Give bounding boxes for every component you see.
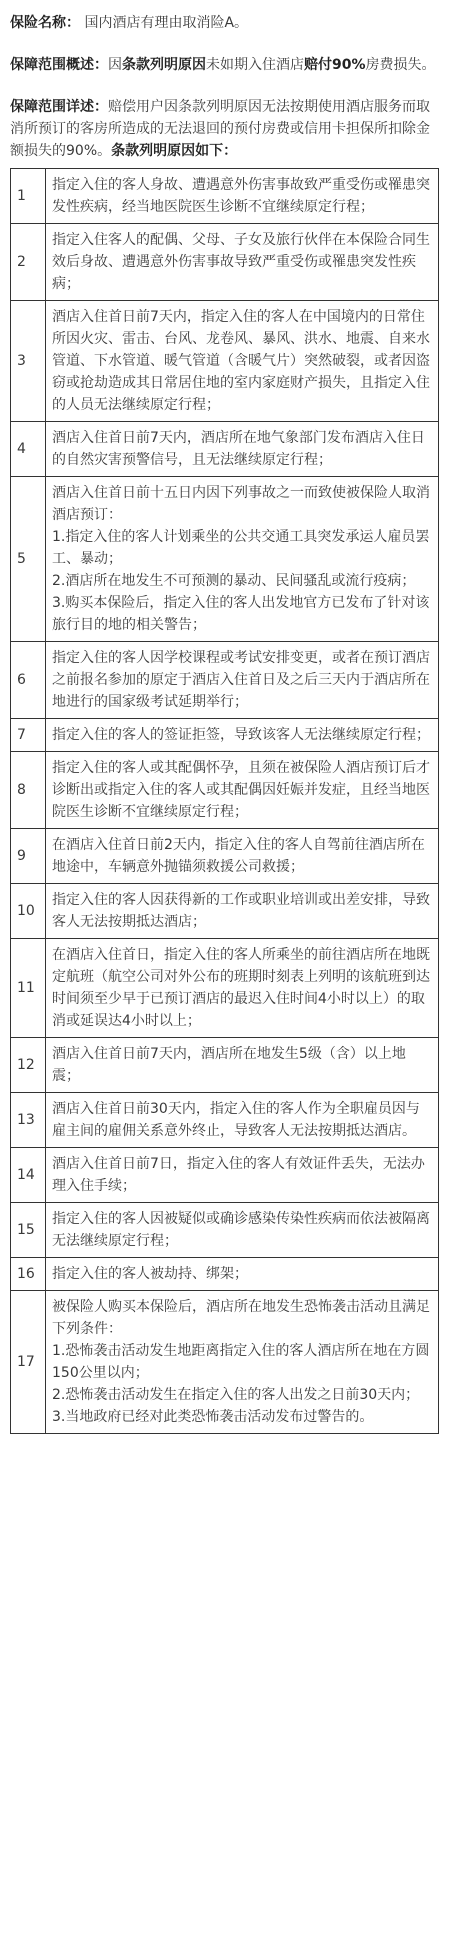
coverage-detail-tail: 条款列明原因如下： <box>111 143 238 159</box>
reasons-table-body <box>11 169 439 1434</box>
row-reason <box>46 1203 439 1258</box>
coverage-summary-label: 保障范围概述： <box>10 57 108 73</box>
reason-line: 指定入住的客人的签证拒签，导致该客人无法继续原定行程； <box>52 727 430 743</box>
reason-line: 指定入住的客人或其配偶怀孕，且须在被保险人酒店预订后才诊断出或指定入住的客人或其配偶因妊娠并发症，且经当地医院医生诊断不宜继续原定行程； <box>52 760 430 820</box>
coverage-summary-part2: 条款列明原因 <box>122 57 206 73</box>
reason-line: 3.购买本保险后，指定入住的客人出发地官方已发布了针对该旅行目的地的相关警告； <box>52 595 430 633</box>
coverage-summary <box>10 54 439 76</box>
table-row <box>11 1291 439 1434</box>
row-number: 12 <box>11 1038 46 1093</box>
table-row <box>11 719 439 752</box>
reason-line: 酒店入住首日前7日，指定入住的客人有效证件丢失，无法办理入住手续； <box>52 1156 425 1194</box>
row-reason <box>46 1258 439 1291</box>
row-reason <box>46 301 439 422</box>
row-number: 1 <box>11 169 46 224</box>
coverage-summary-part4: 赔付90% <box>304 57 366 73</box>
table-row <box>11 1148 439 1203</box>
table-row <box>11 939 439 1038</box>
reasons-table <box>10 168 439 1434</box>
product-name-label: 保险名称： <box>10 15 80 31</box>
reason-line: 2.恐怖袭击活动发生在指定入住的客人出发之日前30天内； <box>52 1387 420 1403</box>
product-name-value: 国内酒店有理由取消险A。 <box>84 15 249 31</box>
row-number: 5 <box>11 477 46 642</box>
reason-line: 2.酒店所在地发生不可预测的暴动、民间骚乱或流行疫病； <box>52 573 416 589</box>
table-row <box>11 1093 439 1148</box>
table-row <box>11 1258 439 1291</box>
row-reason <box>46 477 439 642</box>
table-row <box>11 1203 439 1258</box>
row-number: 4 <box>11 422 46 477</box>
reason-line: 指定入住的客人身故、遭遇意外伤害事故致严重受伤或罹患突发性疾病，经当地医院医生诊断不宜继续原定行程； <box>52 177 430 215</box>
row-number: 3 <box>11 301 46 422</box>
row-reason <box>46 1148 439 1203</box>
row-number: 17 <box>11 1291 46 1434</box>
row-number: 13 <box>11 1093 46 1148</box>
row-number: 8 <box>11 752 46 829</box>
table-row <box>11 422 439 477</box>
reason-line: 酒店入住首日前十五日内因下列事故之一而致使被保险人取消酒店预订： <box>52 485 430 523</box>
table-row <box>11 642 439 719</box>
reason-line: 酒店入住首日前7天内，酒店所在地气象部门发布酒店入住日的自然灾害预警信号，且无法继续原定行程； <box>52 430 425 468</box>
coverage-detail-label: 保障范围详述： <box>10 99 108 115</box>
reason-line: 被保险人购买本保险后，酒店所在地发生恐怖袭击活动且满足下列条件： <box>52 1299 430 1337</box>
row-number: 16 <box>11 1258 46 1291</box>
row-reason <box>46 224 439 301</box>
table-row <box>11 477 439 642</box>
reason-line: 在酒店入住首日，指定入住的客人所乘坐的前往酒店所在地既定航班（航空公司对外公布的班期时刻表上列明的该航班到达时间须至少早于已预订酒店的最迟入住时间4小时以上）的取消或延误达4小时以上； <box>52 947 430 1029</box>
coverage-summary-part1: 因 <box>108 57 122 73</box>
reason-line: 1.恐怖袭击活动发生地距离指定入住的客人酒店所在地在方圆150公里以内； <box>52 1343 430 1381</box>
row-reason <box>46 939 439 1038</box>
table-row <box>11 1038 439 1093</box>
row-number: 11 <box>11 939 46 1038</box>
table-row <box>11 884 439 939</box>
reason-line: 酒店入住首日前7天内，酒店所在地发生5级（含）以上地震； <box>52 1046 406 1084</box>
coverage-summary-part3: 未如期入住酒店 <box>206 57 304 73</box>
table-row <box>11 829 439 884</box>
product-name-line <box>10 12 439 34</box>
reason-line: 指定入住的客人因被疑似或确诊感染传染性疾病而依法被隔离无法继续原定行程； <box>52 1211 430 1249</box>
row-reason <box>46 422 439 477</box>
row-reason <box>46 1038 439 1093</box>
row-number: 14 <box>11 1148 46 1203</box>
row-reason <box>46 752 439 829</box>
row-number: 2 <box>11 224 46 301</box>
coverage-summary-part5: 房费损失。 <box>365 57 436 73</box>
coverage-detail <box>10 96 439 162</box>
table-row <box>11 224 439 301</box>
row-number: 6 <box>11 642 46 719</box>
row-reason <box>46 1093 439 1148</box>
reason-line: 3.当地政府已经对此类恐怖袭击活动发布过警告的。 <box>52 1409 374 1425</box>
reason-line: 指定入住的客人被劫持、绑架； <box>52 1266 248 1282</box>
row-reason <box>46 884 439 939</box>
row-reason <box>46 719 439 752</box>
reason-line: 1.指定入住的客人计划乘坐的公共交通工具突发承运人雇员罢工、暴动； <box>52 529 430 567</box>
reason-line: 酒店入住首日前7天内，指定入住的客人在中国境内的日常住所因火灾、雷击、台风、龙卷风、暴风、洪水、地震、自来水管道、下水管道、暖气管道（含暖气片）突然破裂，或者因盗窃或抢劫造成其日常居住地的室内家庭财产损失，且指定入住的人员无法继续原定行程； <box>52 309 430 413</box>
row-reason <box>46 1291 439 1434</box>
reason-line: 酒店入住首日前30天内，指定入住的客人作为全职雇员因与雇主间的雇佣关系意外终止，导致客人无法按期抵达酒店。 <box>52 1101 420 1139</box>
row-number: 10 <box>11 884 46 939</box>
reason-line: 指定入住的客人因获得新的工作或职业培训或出差安排，导致客人无法按期抵达酒店； <box>52 892 430 930</box>
table-row <box>11 169 439 224</box>
row-number: 15 <box>11 1203 46 1258</box>
reason-line: 在酒店入住首日前2天内，指定入住的客人自驾前往酒店所在地途中，车辆意外抛锚须救援公司救援； <box>52 837 425 875</box>
row-reason <box>46 642 439 719</box>
coverage-detail-text: 赔偿用户因条款列明原因无法按期使用酒店服务而取消所预订的客房所造成的无法退回的预付房费或信用卡担保所扣除金额损失的90%。 <box>10 99 430 159</box>
table-row <box>11 301 439 422</box>
reason-line: 指定入住客人的配偶、父母、子女及旅行伙伴在本保险合同生效后身故、遭遇意外伤害事故导致严重受伤或罹患突发性疾病； <box>52 232 430 292</box>
table-row <box>11 752 439 829</box>
row-number: 7 <box>11 719 46 752</box>
row-reason <box>46 829 439 884</box>
row-reason <box>46 169 439 224</box>
reason-line: 指定入住的客人因学校课程或考试安排变更，或者在预订酒店之前报名参加的原定于酒店入住首日及之后三天内于酒店所在地进行的国家级考试延期举行； <box>52 650 430 710</box>
row-number: 9 <box>11 829 46 884</box>
